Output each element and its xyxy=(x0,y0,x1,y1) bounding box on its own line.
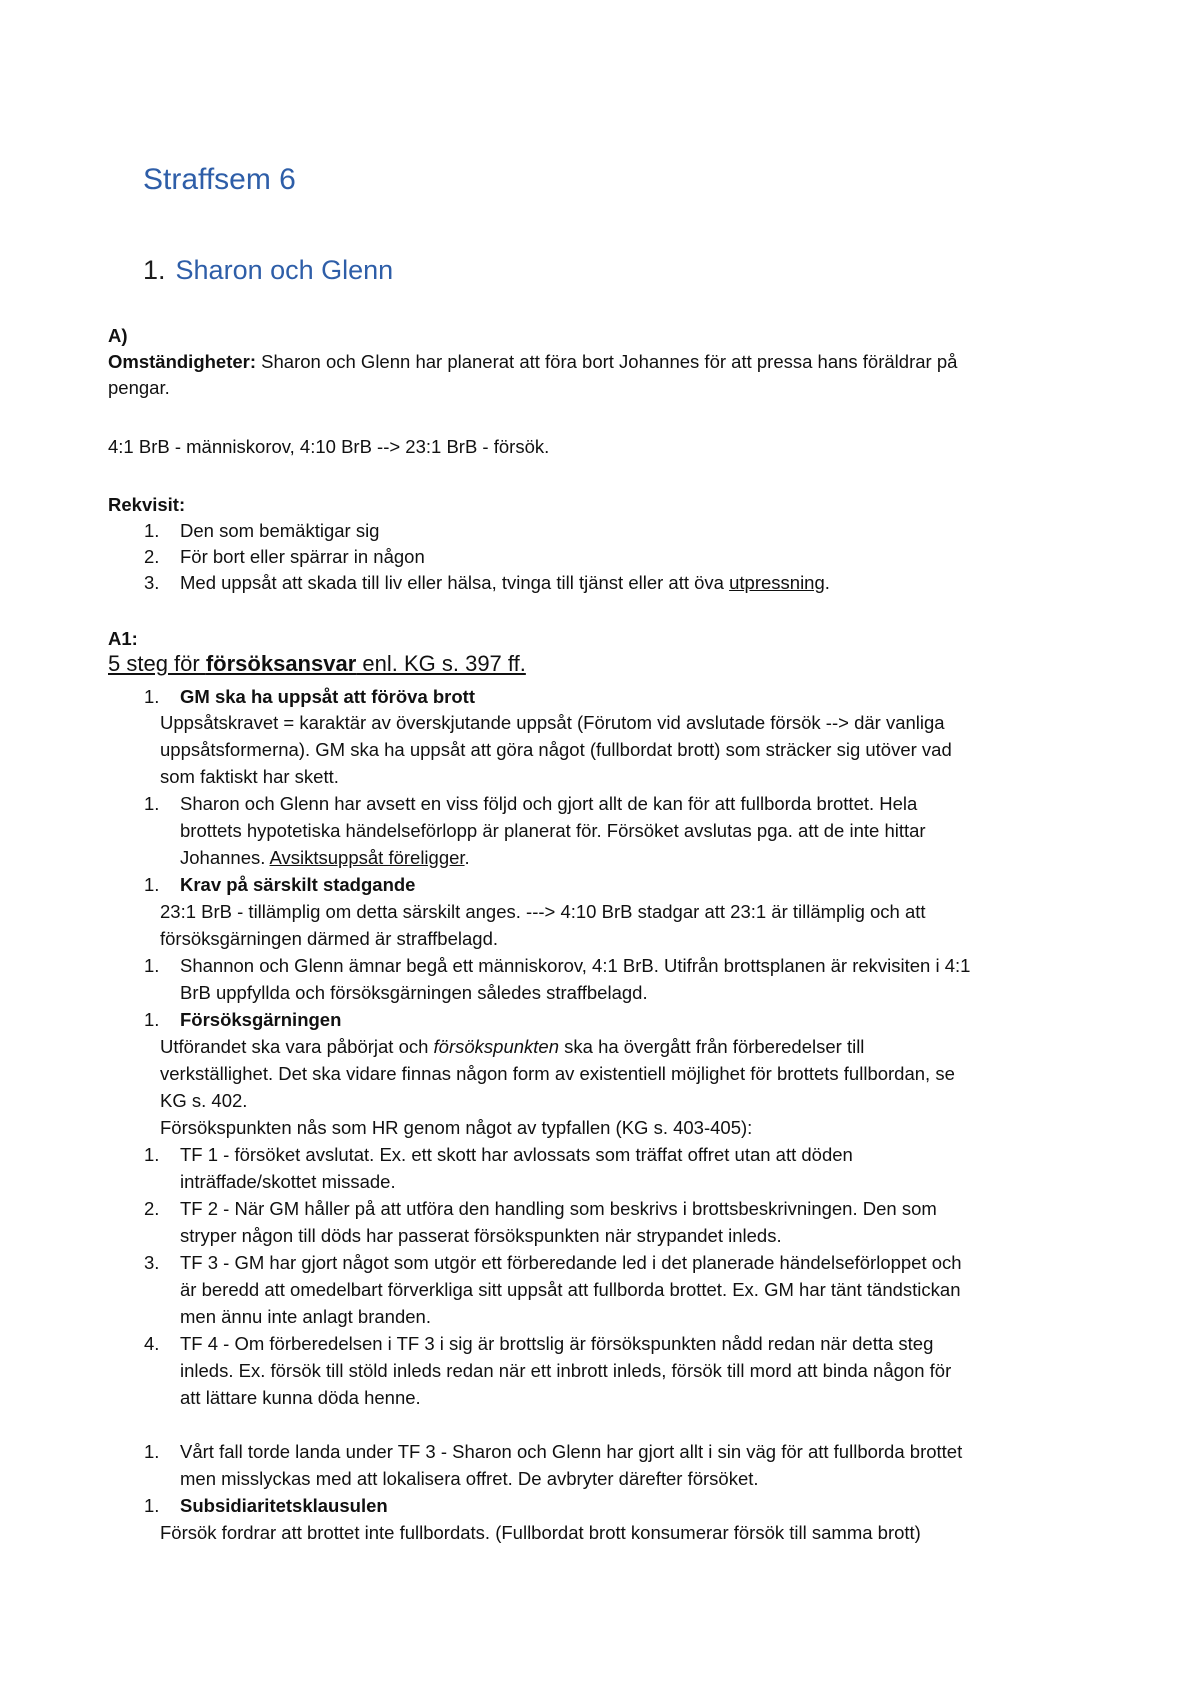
utpressning-link[interactable]: utpressning xyxy=(729,572,825,593)
list-marker: 1. xyxy=(144,520,160,541)
section-heading xyxy=(143,255,393,286)
list-marker: 1. xyxy=(144,955,160,976)
application-line: men misslyckas med att lokalisera offret. De avbryter därefter försöket. xyxy=(180,1468,759,1489)
typfall-line: inträffade/skottet missade. xyxy=(180,1171,396,1192)
list-marker: 1. xyxy=(144,793,160,814)
step-body-line: som faktiskt har skett. xyxy=(160,766,339,787)
application-text: Vårt fall torde landa under TF 3 - Sharon och Glenn har gjort allt i sin väg för att fullborda brottet xyxy=(180,1441,963,1462)
step-body-line: verkställighet. Det ska vidare finnas någon form av existentiell möjlighet för brottets fullbordan, se xyxy=(160,1063,955,1084)
typfall-line: inleds. Ex. försök till stöld inleds redan när ett inbrott inleds, försök till mord att binda någon för xyxy=(180,1360,952,1381)
step-title: Krav på särskilt stadgande xyxy=(180,874,416,895)
a1-label: A1: xyxy=(108,628,138,649)
typfall-line: att lättare kunna döda henne. xyxy=(180,1387,421,1408)
list-marker: 4. xyxy=(144,1333,160,1354)
part-a-label: A) xyxy=(108,325,128,346)
step-body-line: försöksgärningen därmed är straffbelagd. xyxy=(160,928,498,949)
application-text: Shannon och Glenn ämnar begå ett människorov, 4:1 BrB. Utifrån brottsplanen är rekvisiten i 4:1 xyxy=(180,955,971,976)
application-line: BrB uppfyllda och försöksgärningen således straffbelagd. xyxy=(180,982,648,1003)
list-marker: 1. xyxy=(144,1495,160,1516)
typfall-text: TF 1 - försöket avslutat. Ex. ett skott har avlossats som träffat offret utan att döden xyxy=(180,1144,853,1165)
circumstances-text: Sharon och Glenn har planerat att föra bort Johannes för att pressa hans föräldrar på xyxy=(256,351,958,372)
application-text-part: . xyxy=(464,847,470,868)
step-title: GM ska ha uppsåt att föröva brott xyxy=(180,686,476,707)
typfall-text: TF 3 - GM har gjort något som utgör ett förberedande led i det planerade händelseförloppet och xyxy=(180,1252,962,1273)
list-marker: 3. xyxy=(144,1252,160,1273)
list-item-text xyxy=(180,570,830,596)
list-marker: 1. xyxy=(144,1009,160,1030)
rekvisit-label: Rekvisit: xyxy=(108,494,186,515)
typfall-text: TF 2 - När GM håller på att utföra den handling som beskrivs i brottsbeskrivningen. Den som xyxy=(180,1198,937,1219)
list-item-text: För bort eller spärrar in någon xyxy=(180,546,425,567)
step-body-italic: försökspunkten xyxy=(433,1036,560,1057)
list-item-text-part: Med uppsåt att skada till liv eller hälsa, tvinga till tjänst eller att öva xyxy=(180,572,730,593)
typfall-line: är beredd att omedelbart förverkliga sitt uppsåt att fullborda brottet. Ex. GM har tänt tändstickan xyxy=(180,1279,961,1300)
laws-line: 4:1 BrB - människorov, 4:10 BrB --> 23:1 BrB - försök. xyxy=(108,436,550,457)
application-line: brottets hypotetiska händelseförlopp är planerat för. Försöket avslutas pga. att de inte hittar xyxy=(180,820,926,841)
avsiktsuppsat-link[interactable]: Avsiktsuppsåt föreligger xyxy=(269,847,465,868)
typfall-line: men ännu inte anlagt branden. xyxy=(180,1306,431,1327)
list-marker: 1. xyxy=(144,1441,160,1462)
list-marker: 3. xyxy=(144,572,160,593)
section-heading-text: Sharon och Glenn xyxy=(175,255,394,285)
steps-heading-part: 5 steg för xyxy=(108,651,206,676)
list-marker: 2. xyxy=(144,546,160,567)
steps-heading-bold: försöksansvar xyxy=(205,651,357,676)
step-title: Försöksgärningen xyxy=(180,1009,342,1030)
step-body-part: Utförandet ska vara påbörjat och xyxy=(160,1036,434,1057)
list-item-text-part: . xyxy=(824,572,830,593)
list-marker: 1. xyxy=(144,1144,160,1165)
step-body-line: Försök fordrar att brottet inte fullbordats. (Fullbordat brott konsumerar försök till samma brott) xyxy=(160,1522,921,1543)
step-title: Subsidiaritetsklausulen xyxy=(180,1495,388,1516)
step-body-line: KG s. 402. xyxy=(160,1090,248,1111)
list-item-text: Den som bemäktigar sig xyxy=(180,520,380,541)
list-marker: 1. xyxy=(144,874,160,895)
step-body-line: Uppsåtskravet = karaktär av överskjutande uppsåt (Förutom vid avslutade försök --> där vanliga xyxy=(160,712,945,733)
steps-heading-part: enl. KG s. 397 ff. xyxy=(356,651,526,676)
circumstances-line xyxy=(108,349,957,375)
steps-heading xyxy=(108,651,526,677)
step-body-line: 23:1 BrB - tillämplig om detta särskilt anges. ---> 4:10 BrB stadgar att 23:1 är tillämplig och att xyxy=(160,901,926,922)
step-body-part: ska ha övergått från förberedelser till xyxy=(559,1036,865,1057)
circumstances-text-2: pengar. xyxy=(108,377,170,398)
section-number: 1. xyxy=(143,255,166,285)
step-body-line xyxy=(160,1034,864,1060)
typfall-text: TF 4 - Om förberedelsen i TF 3 i sig är brottslig är försökspunkten nådd redan när detta steg xyxy=(180,1333,934,1354)
list-marker: 1. xyxy=(144,686,160,707)
typfall-line: stryper någon till döds har passerat försökspunkten när strypandet inleds. xyxy=(180,1225,782,1246)
application-text: Sharon och Glenn har avsett en viss följd och gjort allt de kan för att fullborda brottet. Hela xyxy=(180,793,918,814)
circumstances-label: Omständigheter: xyxy=(108,351,257,372)
application-line xyxy=(180,845,470,871)
document-title: Straffsem 6 xyxy=(143,163,296,196)
step-body-line: uppsåtsformerna). GM ska ha uppsåt att göra något (fullbordat brott) som sträcker sig utöver vad xyxy=(160,739,952,760)
list-marker: 2. xyxy=(144,1198,160,1219)
application-text-part: Johannes. xyxy=(180,847,270,868)
step-body-line: Försökspunkten nås som HR genom något av typfallen (KG s. 403-405): xyxy=(160,1117,753,1138)
